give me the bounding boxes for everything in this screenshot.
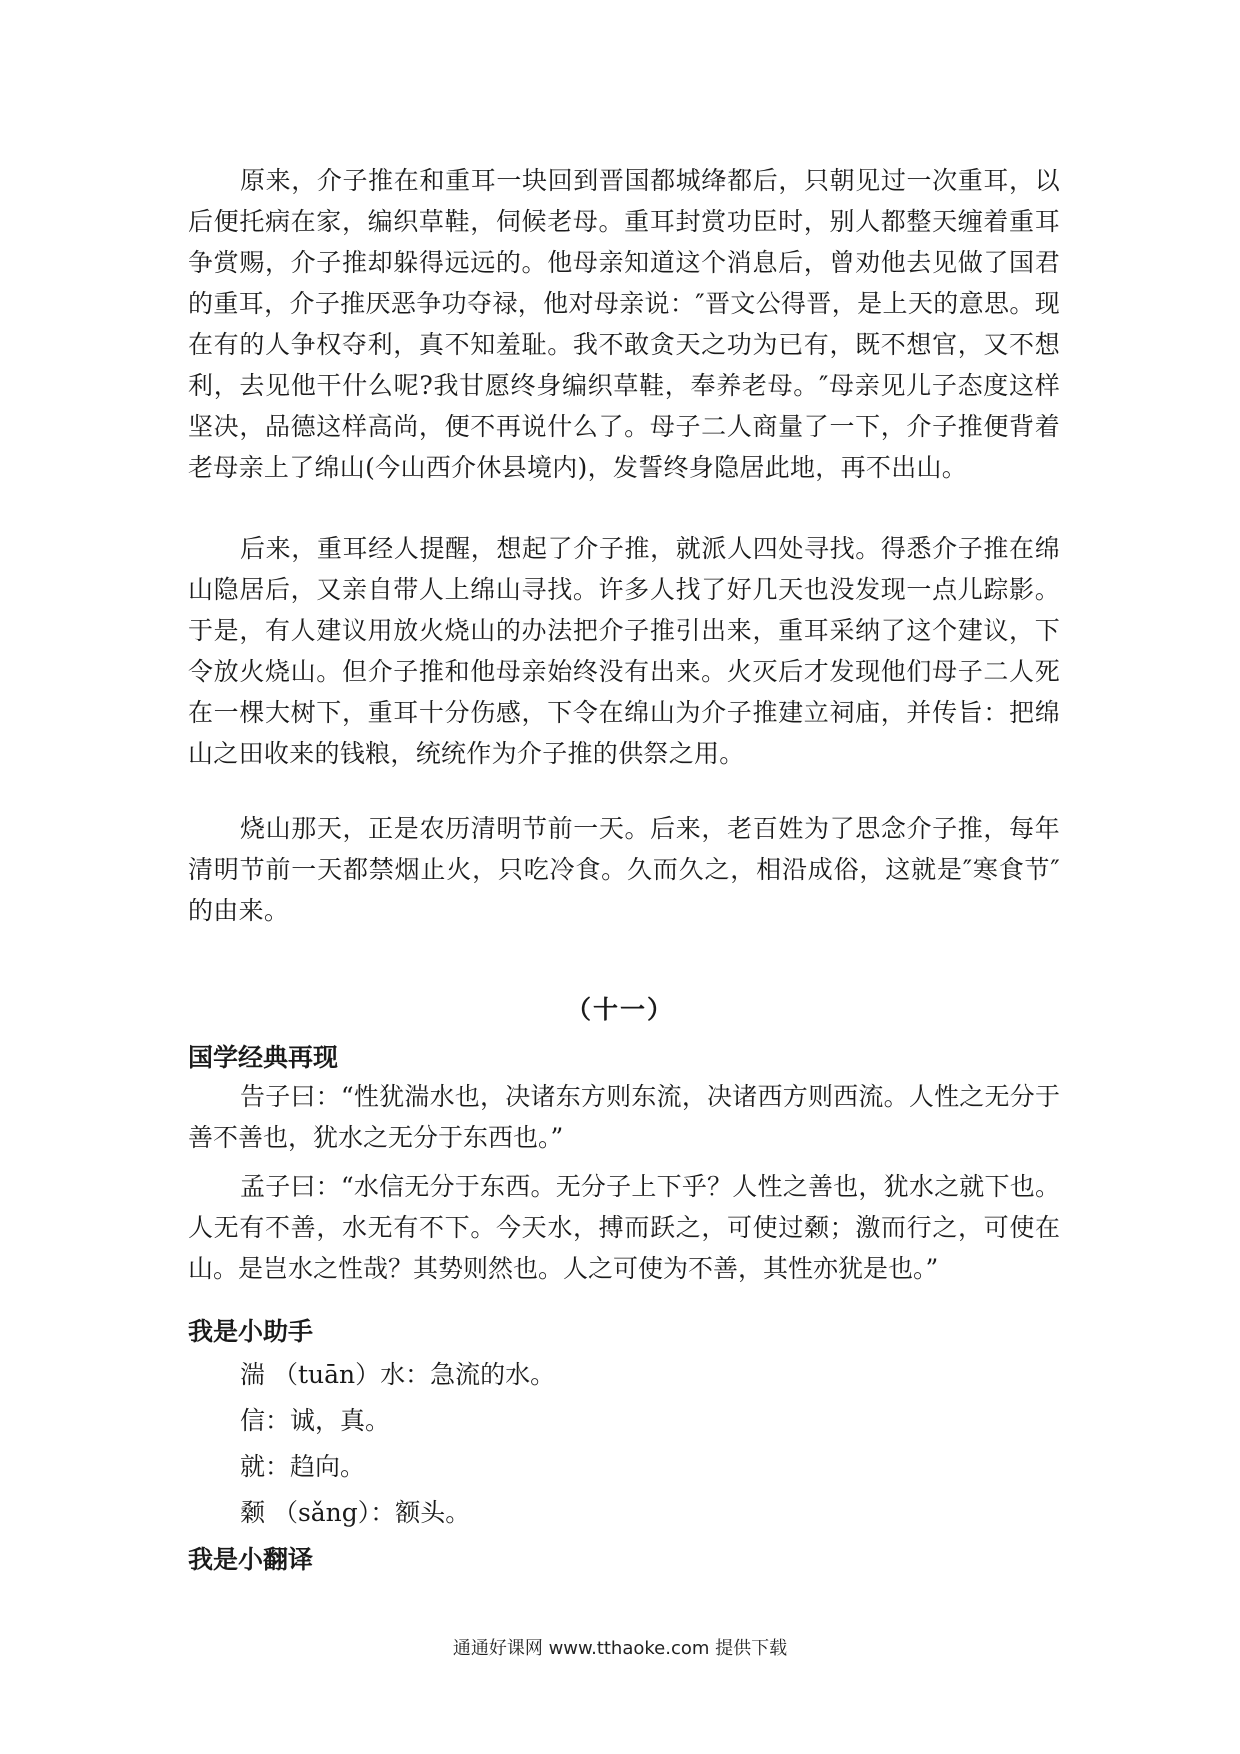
heading-classics: 国学经典再现: [188, 1043, 339, 1072]
footer-download-note: 通通好课网 www.tthaoke.com 提供下载: [452, 1638, 788, 1659]
story-paragraph-2: 后来，重耳经人提醒，想起了介子推，就派人四处寻找。得悉介子推在绵山隐居后，又亲自带人上绵山寻找。许多人找了好几天也没发现一点儿踪影。于是，有人建议用放火烧山的办法把介子推引出来，重耳采纳了这个建议，下令放火烧山。但介子推和他母亲始终没有出来。火灭后才发现他们母子二人死在一棵大树下，重耳十分伤感，下令在绵山为介子推建立祠庙，并传旨：把绵山之田收来的钱粮，统统作为介子推的供祭之用。: [188, 534, 1060, 768]
note-item: 信：诚，真。: [240, 1406, 391, 1435]
note-item: 湍 （tuān）水：急流的水。: [240, 1360, 556, 1389]
note-item: 就：趋向。: [240, 1452, 366, 1481]
quote-mengzi: 孟子曰：“水信无分于东西。无分子上下乎？人性之善也，犹水之就下也。人无有不善，水无有不下。今天水，搏而跃之，可使过颡；激而行之，可使在山。是岂水之性哉？其势则然也。人之可使为不善，其性亦犹是也。”: [188, 1172, 1060, 1283]
heading-translate: 我是小翻译: [188, 1545, 314, 1574]
note-item: 颡 （sǎng）：额头。: [240, 1498, 471, 1527]
section-number: （十一）: [565, 995, 674, 1024]
story-paragraph-1: 原来，介子推在和重耳一块回到晋国都城绛都后，只朝见过一次重耳，以后便托病在家，编织草鞋，伺候老母。重耳封赏功臣时，别人都整天缠着重耳争赏赐，介子推却躲得远远的。他母亲知道这个消息后，曾劝他去见做了国君的重耳，介子推厌恶争功夺禄，他对母亲说：″晋文公得晋，是上天的意思。现在有的人争权夺利，真不知羞耻。我不敢贪天之功为已有，既不想官，又不想利，去见他干什么呢?我甘愿终身编织草鞋，奉养老母。″母亲见儿子态度这样坚决，品德这样高尚，便不再说什么了。母子二人商量了一下，介子推便背着老母亲上了绵山(今山西介休县境内)，发誓终身隐居此地，再不出山。: [188, 166, 1060, 482]
quote-gaozi: 告子曰：“性犹湍水也，决诸东方则东流，决诸西方则西流。人性之无分于善不善也，犹水之无分于东西也。”: [188, 1082, 1060, 1152]
heading-helper: 我是小助手: [188, 1317, 314, 1346]
story-paragraph-3: 烧山那天，正是农历清明节前一天。后来，老百姓为了思念介子推，每年清明节前一天都禁烟止火，只吃冷食。久而久之，相沿成俗，这就是″寒食节″的由来。: [188, 814, 1060, 925]
